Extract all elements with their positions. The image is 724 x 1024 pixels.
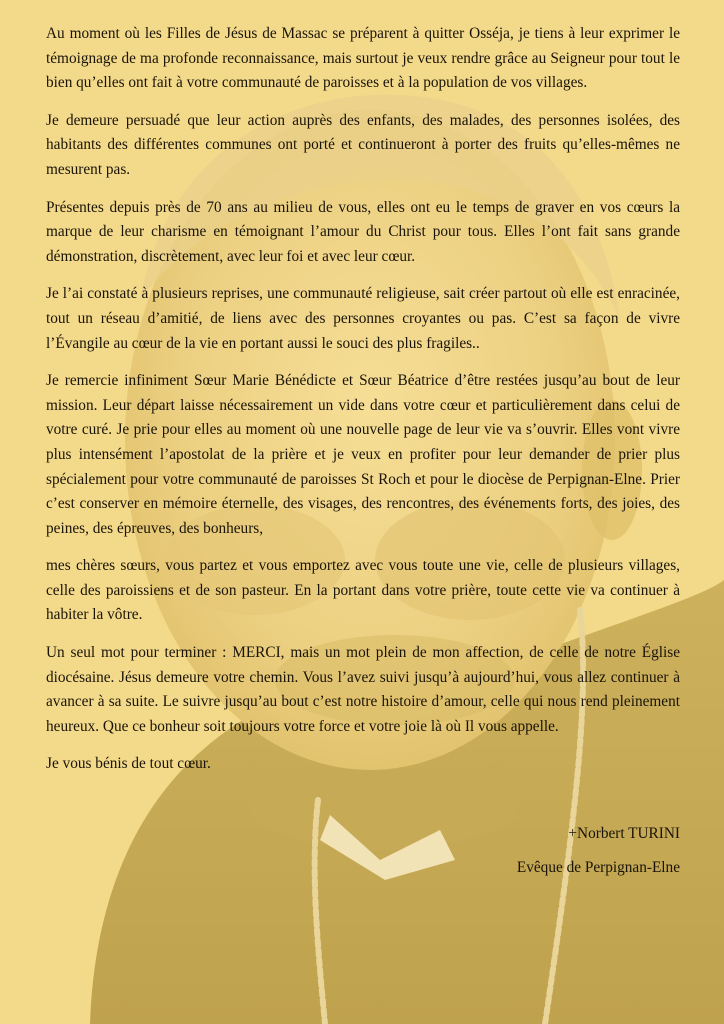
paragraph-2: Je demeure persuadé que leur action auprès des enfants, des malades, des personnes isolées, des habitants des différentes communes ont porté et continueront à porter des fruits qu’elles-mêmes ne mesurent pas. <box>46 111 680 178</box>
letter-body <box>46 22 680 790</box>
paragraph-6: mes chères sœurs, vous partez et vous emportez avec vous toute une vie, celle de plusieurs villages, celle des paroissiens et de son pasteur. En la portant dans votre prière, toute cette vie va continuer à habiter la vôtre. <box>46 557 680 624</box>
signature-name: +Norbert TURINI <box>568 825 680 842</box>
paragraph-4: Je l’ai constaté à plusieurs reprises, une communauté religieuse, sait créer partout où elle est enracinée, tout un réseau d’amitié, de liens avec des personnes croyantes ou pas. C’est sa façon de vivre l’Évangile au cœur de la vie en portant aussi le souci des plus fragiles.. <box>46 285 680 352</box>
paragraph-7: Un seul mot pour terminer : MERCI, mais un mot plein de mon affection, de celle de notre Église diocésaine. Jésus demeure votre chemin. Vous l’avez suivi jusqu’à aujourd’hui, vous allez continuer à avancer à sa suite. Le suivre jusqu’au bout c’est notre histoire d’amour, celle qui nous rend pleinement heureux. Que ce bonheur soit toujours votre force et votre joie là où Il vous appelle. <box>46 644 680 735</box>
signature-title: Evêque de Perpignan-Elne <box>516 859 680 876</box>
signature-block <box>517 822 680 890</box>
paragraph-1: Au moment où les Filles de Jésus de Massac se préparent à quitter Osséja, je tiens à leur exprimer le témoignage de ma profonde reconnaissance, mais surtout je veux rendre grâce au Seigneur pour tout le bien qu’elles ont fait à votre communauté de paroisses et à la population de vos villages. <box>46 25 680 92</box>
paragraph-5: Je remercie infiniment Sœur Marie Bénédicte et Sœur Béatrice d’être restées jusqu’au bout de leur mission. Leur départ laisse nécessairement un vide dans votre cœur et particulièrement dans celui de votre curé. Je prie pour elles au moment où une nouvelle page de leur vie va s’ouvrir. Elles vont vivre plus intensément l’apostolat de la prière et je veux en profiter pour leur demander de prier plus spécialement pour votre communauté de paroisses St Roch et pour le diocèse de Perpignan-Elne. Prier c’est conserver en mémoire éternelle, des visages, des rencontres, des événements forts, des joies, des peines, des épreuves, des bonheurs, <box>46 372 680 537</box>
paragraph-8: Je vous bénis de tout cœur. <box>46 755 211 773</box>
paragraph-3: Présentes depuis près de 70 ans au milieu de vous, elles ont eu le temps de graver en vos cœurs la marque de leur charisme en témoignant l’amour du Christ pour tous. Elles l’ont fait sans grande démonstration, discrètement, avec leur foi et avec leur cœur. <box>46 198 680 265</box>
